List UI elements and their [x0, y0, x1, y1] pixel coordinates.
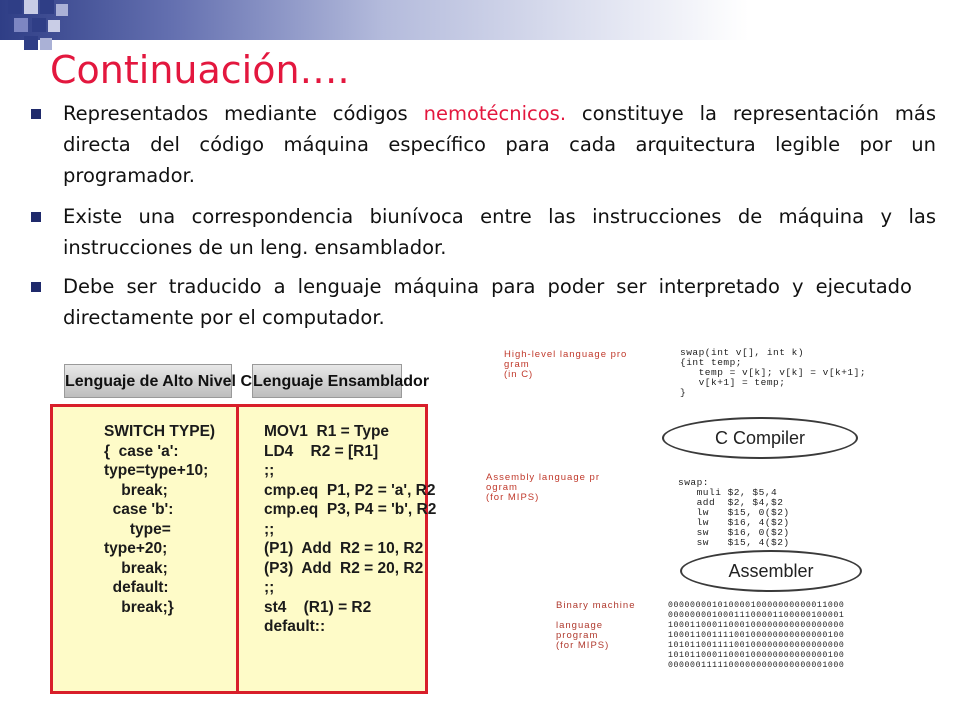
bullet-square-icon [31, 212, 41, 222]
high-level-label: High-level language pro gram (in C) [504, 349, 628, 380]
code-line: type+20; [104, 540, 168, 557]
c-code-column [104, 422, 215, 617]
code-line: ;; [264, 579, 275, 596]
asm-code-column [264, 422, 436, 637]
assembly-code: swap: muli $2, $5,4 add $2, $4,$2 lw $15, 0($2) lw $16, 4($2) sw $16, 0($2) sw $15, 4($2) [678, 477, 790, 548]
code-line: cmp.eq P1, P2 = 'a', R2 [264, 481, 436, 499]
code-line: (P3) Add R2 = 20, R2 [264, 559, 424, 577]
code-line: { case 'a': [104, 442, 179, 460]
highlight-term: nemotécnicos. [423, 102, 567, 125]
binary-code: 00000000101000010000000000011000 00000000100011100001100000100001 10001100011000100000000000000000 10001100111100100000000000000100 10101100111100100000000000000000 10101100011000100000000000000100 00000011111000000000000000001000 [668, 601, 845, 670]
bullet-list [30, 98, 936, 333]
bullet-text: Existe una correspondencia biunívoca entre las instrucciones de máquina y las instrucciones de un leng. ensamblador. [63, 205, 936, 259]
bullet-text: Debe ser traducido a lenguaje máquina para poder ser interpretado y ejecutado directamente por el computador. [63, 275, 912, 329]
code-line: break; [104, 481, 168, 499]
code-line: LD4 R2 = [R1] [264, 442, 379, 460]
code-line: default:: [264, 618, 326, 635]
code-line: st4 (R1) = R2 [264, 598, 372, 616]
bullet-item [30, 201, 936, 263]
code-line: MOV1 R1 = Type [264, 423, 390, 440]
title-bar-decoration [0, 0, 960, 40]
high-level-code: swap(int v[], int k) {int temp; temp = v[k]; v[k] = v[k+1]; v[k+1] = temp; } [680, 347, 867, 398]
bullet-text: Representados mediante códigos [63, 102, 424, 125]
bullet-square-icon [31, 109, 41, 119]
code-line: ;; [264, 462, 275, 479]
code-line: default: [104, 579, 169, 596]
c-compiler-ellipse: C Compiler [662, 417, 858, 459]
code-line: break; [104, 559, 168, 577]
panel-divider [236, 404, 239, 694]
bullet-square-icon [31, 282, 41, 292]
slide-title: Continuación…. [50, 48, 350, 92]
bullet-item [30, 98, 936, 191]
code-line: cmp.eq P3, P4 = 'b', R2 [264, 501, 437, 518]
assembly-label: Assembly language pr ogram (for MIPS) [486, 472, 600, 503]
code-comparison-figure [50, 364, 437, 696]
bullet-item [30, 271, 912, 333]
code-line: type= [104, 520, 171, 538]
code-line: (P1) Add R2 = 10, R2 [264, 540, 424, 557]
code-line: ;; [264, 520, 275, 538]
header-assembly: Lenguaje Ensamblador [252, 364, 402, 398]
code-line: break;} [104, 598, 174, 616]
code-line: SWITCH TYPE) [104, 423, 216, 440]
code-line: type=type+10; [104, 462, 209, 479]
header-high-level-c: Lenguaje de Alto Nivel C [64, 364, 232, 398]
compilation-diagram [470, 338, 960, 698]
binary-label: Binary machine language program (for MIPS) [556, 600, 636, 651]
assembler-ellipse: Assembler [680, 550, 862, 592]
bullet-text: constituye la representación más directa del código máquina específico para cada arquitectura legible por un programador. [63, 102, 936, 187]
code-line: case 'b': [104, 501, 174, 518]
